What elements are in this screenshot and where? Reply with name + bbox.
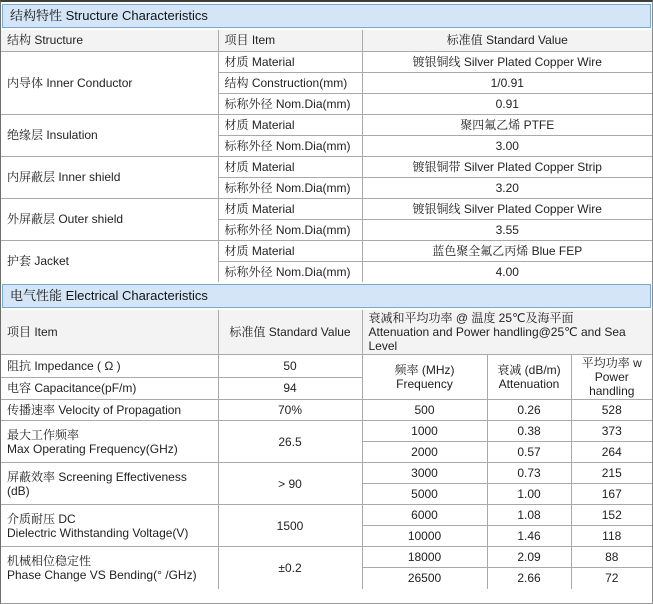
value-cell: 聚四氟乙烯 PTFE: [362, 114, 652, 135]
section-header-structure: [2, 4, 651, 28]
group-label-insulation: 绝缘层 Insulation: [1, 114, 218, 156]
param-label-cn: 最大工作频率: [7, 427, 80, 442]
structure-table: [1, 30, 652, 282]
param-label-velocity: 传播速率 Velocity of Propagation: [1, 400, 218, 421]
freq-cell: 2000: [362, 442, 487, 463]
freq-cell: 18000: [362, 547, 487, 568]
value-cell: ±0.2: [218, 547, 362, 589]
attenuation-cell: 0.38: [487, 421, 571, 442]
group-label-outer-shield: 外屏蔽层 Outer shield: [1, 198, 218, 240]
value-cell: 镀银铜带 Silver Plated Copper Strip: [362, 156, 652, 177]
power-cell: 88: [571, 547, 652, 568]
freq-cell: 500: [362, 400, 487, 421]
freq-cell: 1000: [362, 421, 487, 442]
power-cell: 167: [571, 484, 652, 505]
value-cell: 蓝色聚全氟乙丙烯 Blue FEP: [362, 240, 652, 261]
electrical-table: [1, 310, 652, 589]
attenuation-cell: 2.66: [487, 568, 571, 589]
param-label-en: Phase Change VS Bending(° /GHz): [7, 567, 197, 582]
section-header-electrical: [2, 284, 651, 308]
attenuation-cell: 0.57: [487, 442, 571, 463]
table-row: [1, 198, 652, 219]
value-cell: 镀银铜线 Silver Plated Copper Wire: [362, 51, 652, 72]
col-header-standard-value: 标准值 Standard Value: [362, 30, 652, 51]
value-cell: 1/0.91: [362, 72, 652, 93]
table-row: [1, 114, 652, 135]
power-header-en2: handling: [589, 384, 635, 398]
value-cell: 3.55: [362, 219, 652, 240]
table-row: [1, 51, 652, 72]
param-label-en: Dielectric Withstanding Voltage(V): [7, 525, 189, 540]
power-cell: 72: [571, 568, 652, 589]
section-title-structure: 结构特性 Structure Characteristics: [10, 8, 208, 23]
table-row: [1, 400, 652, 421]
attenuation-header-cn: 衰减和平均功率 @ 温度 25℃及海平面: [368, 311, 574, 325]
frequency-header-cn: 频率 (MHz): [394, 363, 455, 377]
item-label: 材质 Material: [218, 156, 362, 177]
power-header-en1: Power: [594, 370, 629, 384]
param-label-phase-change: [1, 547, 218, 589]
col-header-item: 项目 Item: [1, 310, 218, 355]
attenuation-cell: 2.09: [487, 547, 571, 568]
power-cell: 373: [571, 421, 652, 442]
item-label: 标称外径 Nom.Dia(mm): [218, 135, 362, 156]
col-header-attenuation-power: [362, 310, 652, 355]
power-cell: 118: [571, 526, 652, 547]
table-row: [1, 240, 652, 261]
value-cell: 0.91: [362, 93, 652, 114]
group-label-inner-shield: 内屏蔽层 Inner shield: [1, 156, 218, 198]
param-label-cn: 机械相位稳定性: [7, 553, 92, 568]
table-row: [1, 547, 652, 568]
group-label-jacket: 护套 Jacket: [1, 240, 218, 282]
value-cell: 50: [218, 355, 362, 378]
item-label: 材质 Material: [218, 240, 362, 261]
item-label: 材质 Material: [218, 198, 362, 219]
table-row: [1, 156, 652, 177]
item-label: 标称外径 Nom.Dia(mm): [218, 261, 362, 282]
param-label-impedance: 阻抗 Impedance ( Ω ): [1, 355, 218, 378]
section-title-electrical: 电气性能 Electrical Characteristics: [10, 288, 208, 303]
table-row: [1, 463, 652, 484]
param-label-cn: 介质耐压 DC: [7, 511, 76, 526]
value-cell: 26.5: [218, 421, 362, 463]
attenuation-cell: 0.26: [487, 400, 571, 421]
freq-cell: 6000: [362, 505, 487, 526]
attenuation-cell: 1.00: [487, 484, 571, 505]
attenuation-header-en: Attenuation and Power handling@25℃ and Sea Level: [368, 325, 626, 353]
power-cell: 264: [571, 442, 652, 463]
power-cell: 528: [571, 400, 652, 421]
table-row: [1, 505, 652, 526]
item-label: 结构 Construction(mm): [218, 72, 362, 93]
param-label-capacitance: 电容 Capacitance(pF/m): [1, 377, 218, 400]
param-label-en: Max Operating Frequency(GHz): [7, 441, 178, 456]
structure-header-row: [1, 30, 652, 51]
subcol-header-attenuation: [487, 355, 571, 400]
freq-cell: 3000: [362, 463, 487, 484]
power-cell: 215: [571, 463, 652, 484]
subcol-header-power: [571, 355, 652, 400]
attenuation-cell: 1.08: [487, 505, 571, 526]
value-cell: 1500: [218, 505, 362, 547]
table-row: [1, 355, 652, 378]
col-header-structure: 结构 Structure: [1, 30, 218, 51]
table-row: [1, 421, 652, 442]
param-label-screening: 屏蔽效率 Screening Effectiveness (dB): [1, 463, 218, 505]
group-label-inner-conductor: 内导体 Inner Conductor: [1, 51, 218, 114]
value-cell: 镀银铜线 Silver Plated Copper Wire: [362, 198, 652, 219]
item-label: 标称外径 Nom.Dia(mm): [218, 219, 362, 240]
param-label-max-frequency: [1, 421, 218, 463]
value-cell: 70%: [218, 400, 362, 421]
attenuation-subheader-en: Attenuation: [498, 377, 560, 391]
col-header-standard-value: 标准值 Standard Value: [218, 310, 362, 355]
item-label: 标称外径 Nom.Dia(mm): [218, 177, 362, 198]
item-label: 材质 Material: [218, 114, 362, 135]
col-header-item: 项目 Item: [218, 30, 362, 51]
value-cell: 4.00: [362, 261, 652, 282]
item-label: 标称外径 Nom.Dia(mm): [218, 93, 362, 114]
freq-cell: 10000: [362, 526, 487, 547]
value-cell: 94: [218, 377, 362, 400]
subcol-header-frequency: [362, 355, 487, 400]
item-label: 材质 Material: [218, 51, 362, 72]
power-header-cn: 平均功率 w: [581, 356, 642, 370]
value-cell: 3.20: [362, 177, 652, 198]
freq-cell: 26500: [362, 568, 487, 589]
attenuation-subheader-cn: 衰减 (dB/m): [497, 363, 561, 377]
param-label-dielectric: [1, 505, 218, 547]
value-cell: 3.00: [362, 135, 652, 156]
freq-cell: 5000: [362, 484, 487, 505]
electrical-header-row: [1, 310, 652, 355]
frequency-header-en: Frequency: [396, 377, 453, 391]
value-cell: > 90: [218, 463, 362, 505]
attenuation-cell: 1.46: [487, 526, 571, 547]
power-cell: 152: [571, 505, 652, 526]
attenuation-cell: 0.73: [487, 463, 571, 484]
